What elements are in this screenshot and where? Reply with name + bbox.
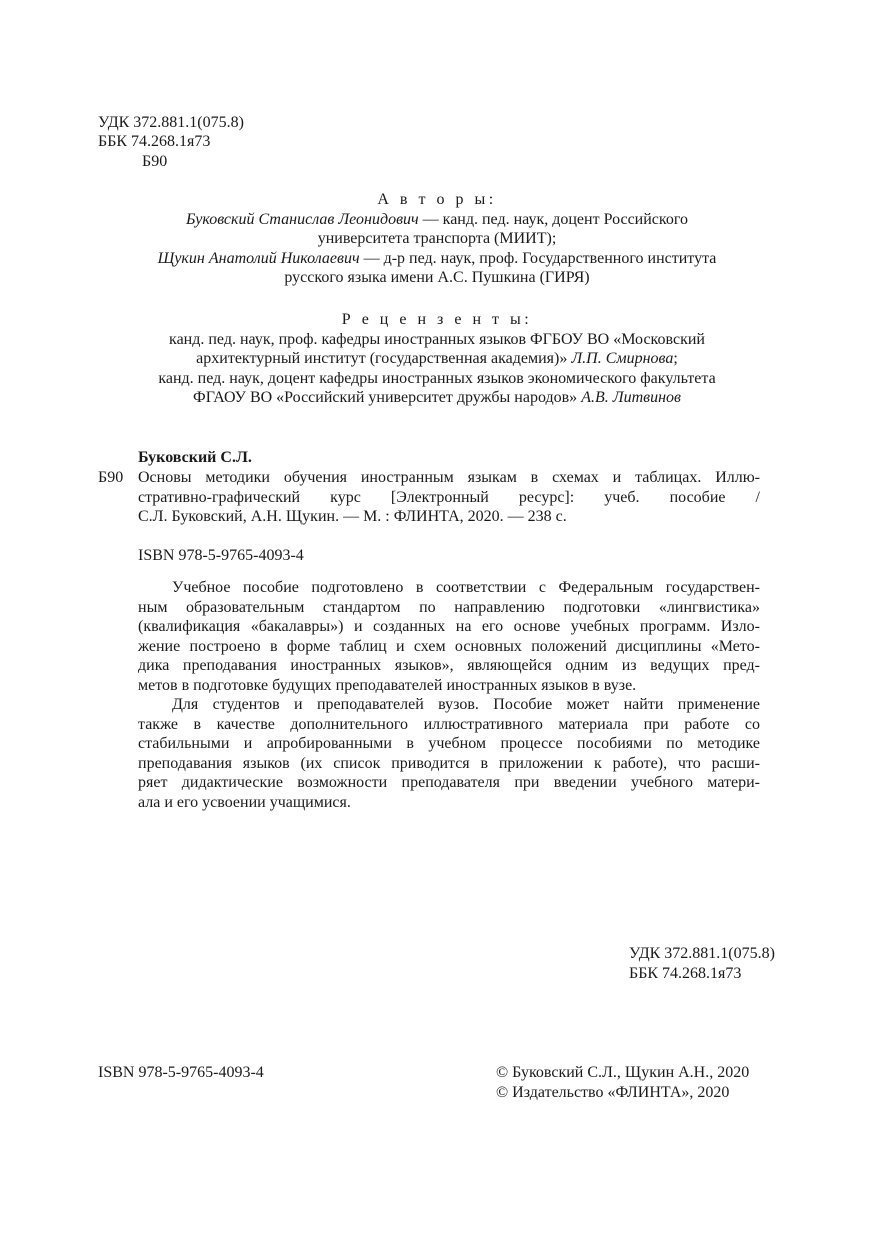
- bib-isbn: ISBN 978-5-9765-4093-4: [138, 547, 304, 564]
- author1-name: Буковский Станислав Леонидович: [185, 210, 419, 228]
- annotation-p1-line: (квалификация «бакалавры») и созданных на его основе учебных программ. Изло-: [138, 618, 760, 635]
- annotation-p2-line: Для студентов и преподавателей вузов. Пособие может найти применение: [172, 696, 760, 713]
- annotation-p1-line: Учебное пособие подготовлено в соответствии с Федеральным государствен-: [172, 579, 760, 596]
- author2-name: Щукин Анатолий Николаевич: [157, 249, 360, 267]
- annotation-p2-line: преподавания языков (их список приводится в приложении к работе), что расши-: [138, 754, 760, 772]
- author-mark: Б90: [142, 153, 168, 170]
- annotation-p1-line: ным образовательным стандартом по направлению подготовки «лингвистика»: [138, 598, 760, 616]
- bottom-udk-code: УДК 372.881.1(075.8): [629, 945, 775, 962]
- bib-author-heading: Буковский С.Л.: [138, 449, 252, 466]
- annotation-p1-line: метов в подготовке будущих преподавателей иностранных языков в вузе.: [138, 676, 637, 694]
- author2-desc2: русского языка имени А.С. Пушкина (ГИРЯ): [284, 269, 590, 286]
- author1-desc2: университета транспорта (МИИТ);: [317, 230, 557, 247]
- reviewer1-name: Л.П. Смирнова: [571, 350, 674, 367]
- annotation-p2-line: также в качестве дополнительного иллюстративного материала при работе со: [138, 715, 760, 733]
- annotation-p2-line: стабильными и апробированными в учебном процессе пособиями по методике: [138, 735, 760, 752]
- reviewers-heading: Р е ц е н з е н т ы:: [341, 311, 533, 328]
- author1-line1: [98, 210, 776, 230]
- annotation-p2-line: ряет дидактические возможности преподавателя при введении учебного матери-: [138, 774, 760, 791]
- bib-title-line1: Основы методики обучения иностранным языкам в схемах и таблицах. Иллю-: [138, 469, 760, 486]
- reviewer2-line1: канд. пед. наук, доцент кафедры иностранных языков экономического факультета: [158, 369, 716, 387]
- author2-desc1: — д-р пед. наук, проф. Государственного института: [359, 249, 717, 267]
- bib-title-line3: С.Л. Буковский, А.Н. Щукин. — М. : ФЛИНТА, 2020. — 238 с.: [138, 508, 567, 525]
- bib-mark: Б90: [98, 469, 124, 486]
- authors-block: [98, 190, 776, 288]
- author2-line1: [98, 249, 776, 269]
- reviewer1-line2: архитектурный институт (государственная академия)» Л.П. Смирнова;: [196, 350, 678, 367]
- authors-heading: А в т о р ы:: [377, 191, 497, 208]
- reviewers-block: [98, 310, 776, 408]
- annotation-p2-line: ала и его усвоении учащимися.: [138, 793, 351, 811]
- annotation-block: [138, 578, 760, 812]
- copyright-authors: © Буковский С.Л., Щукин А.Н., 2020: [496, 1064, 750, 1081]
- footer-isbn: ISBN 978-5-9765-4093-4: [98, 1064, 264, 1081]
- reviewer2-line2: ФГАОУ ВО «Российский университет дружбы народов» А.В. Литвинов: [193, 389, 681, 406]
- reviewer2-name: А.В. Литвинов: [581, 389, 681, 406]
- bottom-bbk-code: ББК 74.268.1я73: [629, 965, 742, 982]
- bib-title-line2: стративно-графический курс [Электронный ресурс]: учеб. пособие /: [138, 488, 760, 506]
- bib-title-block: [138, 468, 760, 527]
- bbk-code: ББК 74.268.1я73: [98, 133, 211, 150]
- author1-desc1: — канд. пед. наук, доцент Российского: [418, 210, 689, 228]
- annotation-p1-line: дика преподавания иностранных языков», являющейся одним из ведущих пред-: [138, 657, 760, 674]
- reviewer1-line1: канд. пед. наук, проф. кафедры иностранных языков ФГБОУ ВО «Московский: [169, 330, 705, 348]
- annotation-p1-line: жение построено в форме таблиц и схем основных положений дисциплины «Мето-: [138, 637, 760, 655]
- copyright-publisher: © Издательство «ФЛИНТА», 2020: [496, 1084, 730, 1101]
- udk-code: УДК 372.881.1(075.8): [98, 114, 244, 131]
